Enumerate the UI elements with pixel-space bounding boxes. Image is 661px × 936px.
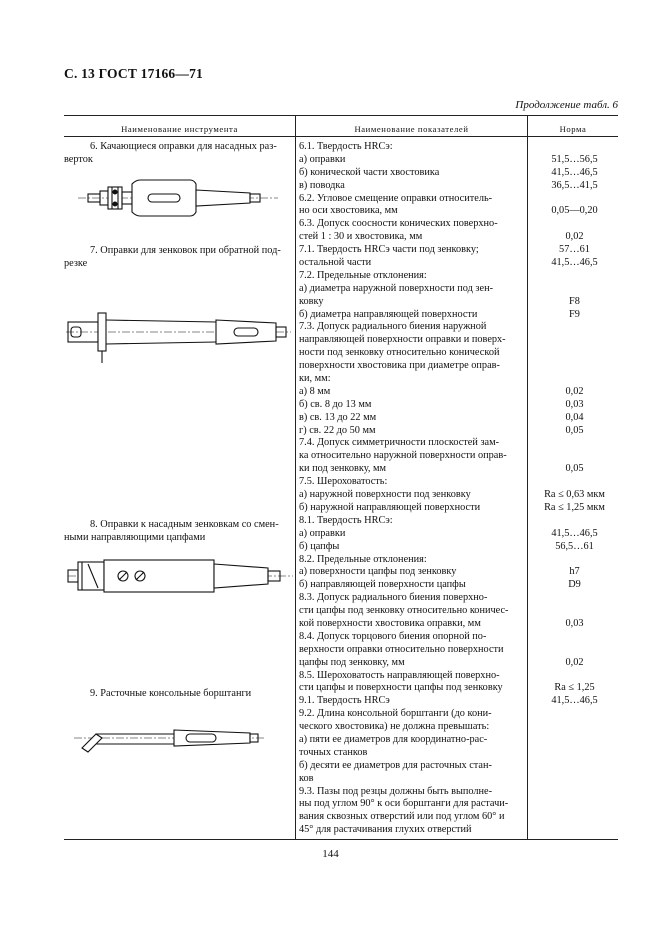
norm-value: h7 [569, 566, 580, 578]
norm-value: F9 [569, 308, 580, 320]
table-continuation-label: Продолжение табл. 6 [515, 99, 618, 111]
instrument-line: 8. Оправки к насадным зенковкам со смен- [90, 519, 279, 530]
norm-value: 41,5…46,5 [551, 695, 598, 707]
page-number: 144 [322, 848, 339, 860]
norm-value: 41,5…46,5 [551, 527, 598, 539]
norm-value [531, 373, 618, 386]
indicator-line: а) пяти ее диаметров для координатно-рас- [299, 733, 488, 745]
norm-value [531, 437, 618, 450]
norm-value [531, 605, 618, 618]
indicator-line: направляющей поверхности оправки и поверх- [299, 334, 506, 346]
indicators-column [299, 141, 524, 837]
indicator-line: а) оправки [299, 527, 346, 539]
indicator-line: 8.3. Допуск радиального биения поверхно- [299, 592, 488, 604]
norm-value: 36,5…41,5 [551, 179, 598, 191]
norm-value [531, 554, 618, 567]
norm-value [531, 747, 618, 760]
norm-value [531, 721, 618, 734]
instrument-line: 7. Оправки для зенковок при обратной под- [90, 245, 281, 256]
norm-value [531, 218, 618, 231]
instrument-line: 6. Качающиеся оправки для насадных раз- [90, 141, 277, 152]
indicator-line: 7.1. Твердость HRCэ части под зенковку; [299, 244, 479, 256]
norm-value: 56,5…61 [555, 540, 594, 552]
indicator-line: 9.3. Пазы под резцы должны быть выполне- [299, 785, 493, 797]
norm-value [531, 193, 618, 206]
norm-value: 0,03 [565, 398, 584, 410]
indicator-line: в) поводка [299, 179, 345, 191]
norm-value [531, 450, 618, 463]
norm-value [531, 824, 618, 837]
norm-value [531, 321, 618, 334]
norm-value [531, 476, 618, 489]
indicator-line: 9.1. Твердость HRCэ [299, 695, 390, 707]
indicator-line: 7.3. Допуск радиального биения наружной [299, 321, 487, 333]
norm-value [531, 786, 618, 799]
indicator-line: цапфы под зенковку, мм [299, 656, 405, 668]
norm-value: 41,5…46,5 [551, 257, 598, 269]
indicator-line: 7.2. Предельные отклонения: [299, 269, 427, 281]
indicator-line: но оси хвостовика, мм [299, 205, 398, 217]
norm-value [531, 360, 618, 373]
indicator-line: в) св. 13 до 22 мм [299, 411, 377, 423]
indicator-line: ности под зенковку относительно конической [299, 347, 500, 359]
indicator-line: 6.3. Допуск соосности конических поверхно- [299, 218, 498, 230]
norm-value [531, 141, 618, 154]
norm-value: F8 [569, 295, 580, 307]
indicator-line: стей 1 : 30 и хвостовика, мм [299, 231, 423, 243]
indicator-line: ковку [299, 295, 324, 307]
norm-value [531, 283, 618, 296]
norm-value [531, 631, 618, 644]
instrument-6 [64, 141, 292, 167]
norm-value: Ra ≤ 0,63 мкм [544, 489, 605, 501]
indicator-line: остальной части [299, 257, 372, 269]
indicator-line: б) конической части хвостовика [299, 166, 440, 178]
norm-value [531, 798, 618, 811]
column-divider-1 [295, 115, 296, 839]
norm-value: 0,03 [565, 617, 584, 629]
swing-mandrel-drawing [78, 178, 278, 218]
indicator-line: 8.2. Предельные отклонения: [299, 553, 427, 565]
indicator-line: 8.5. Шероховатость направляющей поверхно- [299, 669, 500, 681]
indicator-line: г) св. 22 до 50 мм [299, 424, 376, 436]
boring-bar-drawing [74, 722, 264, 757]
norm-value [531, 270, 618, 283]
norm-value: 57…61 [559, 244, 590, 256]
instrument-7 [64, 245, 292, 271]
indicator-line: а) поверхности цапфы под зенковку [299, 566, 457, 578]
norm-value: 0,04 [565, 411, 584, 423]
norm-value [531, 644, 618, 657]
indicator-line: а) диаметра наружной поверхности под зен- [299, 282, 494, 294]
instrument-line: ными направляющими цапфами [64, 531, 206, 543]
indicator-line: 45° для растачивания глухих отверстий [299, 824, 472, 836]
table-bottom-rule [64, 839, 618, 840]
indicator-line: ков [299, 772, 314, 784]
indicator-line: а) 8 мм [299, 385, 331, 397]
norm-value [531, 734, 618, 747]
indicator-line: сти цапфы под зенковку относительно коничес- [299, 605, 509, 617]
norm-value [531, 334, 618, 347]
indicator-line: 8.4. Допуск торцового биения опорной по- [299, 630, 487, 642]
indicator-line: 7.4. Допуск симметричности плоскостей зам- [299, 437, 500, 449]
norm-value: 51,5…56,5 [551, 153, 598, 165]
norm-column [531, 141, 618, 837]
indicator-line: б) св. 8 до 13 мм [299, 398, 372, 410]
indicator-line: б) направляющей поверхности цапфы [299, 579, 466, 591]
indicator-line: 6.1. Твердость HRCэ: [299, 141, 393, 152]
norm-value: 0,05 [565, 463, 584, 475]
norm-value [531, 515, 618, 528]
norm-value [531, 347, 618, 360]
norm-value: Ra ≤ 1,25 [554, 682, 595, 694]
indicator-line: а) наружной поверхности под зенковку [299, 489, 471, 501]
instrument-8 [64, 519, 292, 545]
instrument-line: 9. Расточные консольные борштанги [90, 688, 252, 699]
column-header-instrument: Наименование инструмента [121, 124, 238, 134]
indicator-line: вания сквозных отверстий или под углом 60° и [299, 811, 505, 823]
norm-value: Ra ≤ 1,25 мкм [544, 501, 605, 513]
indicator-line: ки под зенковку, мм [299, 463, 387, 475]
norm-value: 0,02 [565, 231, 584, 243]
table-top-rule [64, 115, 618, 116]
norm-value: 0,05—0,20 [551, 205, 598, 217]
indicator-line: 7.5. Шероховатость: [299, 476, 388, 488]
indicator-line: ки, мм: [299, 373, 331, 385]
indicator-line: ка относительно наружной поверхности оправ- [299, 450, 507, 462]
back-counterbore-mandrel-drawing [66, 310, 291, 365]
column-divider-2 [527, 115, 528, 839]
column-header-norm: Норма [559, 124, 587, 134]
instrument-9 [64, 688, 292, 701]
indicator-line: ны под углом 90° к оси борштанги для растачи- [299, 798, 509, 810]
indicator-line: сти цапфы и поверхности цапфы под зенковку [299, 682, 503, 694]
table-header-rule [64, 136, 618, 137]
norm-value [531, 592, 618, 605]
norm-value [531, 708, 618, 721]
norm-value [531, 773, 618, 786]
indicator-line: ческого хвостовика) не должна превышать: [299, 721, 490, 733]
norm-value: 41,5…46,5 [551, 166, 598, 178]
indicator-line: б) наружной направляющей поверхности [299, 501, 481, 513]
indicator-line: 8.1. Твердость HRCэ: [299, 514, 393, 526]
instrument-line: верток [64, 153, 93, 165]
indicator-line: а) оправки [299, 153, 346, 165]
norm-value [531, 760, 618, 773]
instrument-line: резке [64, 257, 88, 269]
norm-value: 0,02 [565, 385, 584, 397]
pilot-mandrel-drawing [68, 558, 293, 598]
norm-value: D9 [568, 579, 581, 591]
norm-value: 0,02 [565, 656, 584, 668]
norm-value: 0,05 [565, 424, 584, 436]
column-header-indicators: Наименование показателей [354, 124, 469, 134]
indicator-line: б) цапфы [299, 540, 340, 552]
indicator-line: б) диаметра направляющей поверхности [299, 308, 478, 320]
page-header: С. 13 ГОСТ 17166—71 [64, 66, 203, 81]
indicator-line: б) десяти ее диаметров для расточных стан- [299, 759, 492, 771]
norm-value [531, 670, 618, 683]
indicator-line: верхности оправки относительно поверхности [299, 643, 504, 655]
indicator-line: поверхности хвостовика при диаметре оправ- [299, 360, 500, 372]
indicator-line: кой поверхности хвостовика оправки, мм [299, 617, 481, 629]
indicator-line: 6.2. Угловое смещение оправки относитель- [299, 192, 493, 204]
indicator-line: точных станков [299, 746, 368, 758]
indicator-line: 9.2. Длина консольной борштанги (до кони- [299, 708, 492, 720]
norm-value [531, 811, 618, 824]
